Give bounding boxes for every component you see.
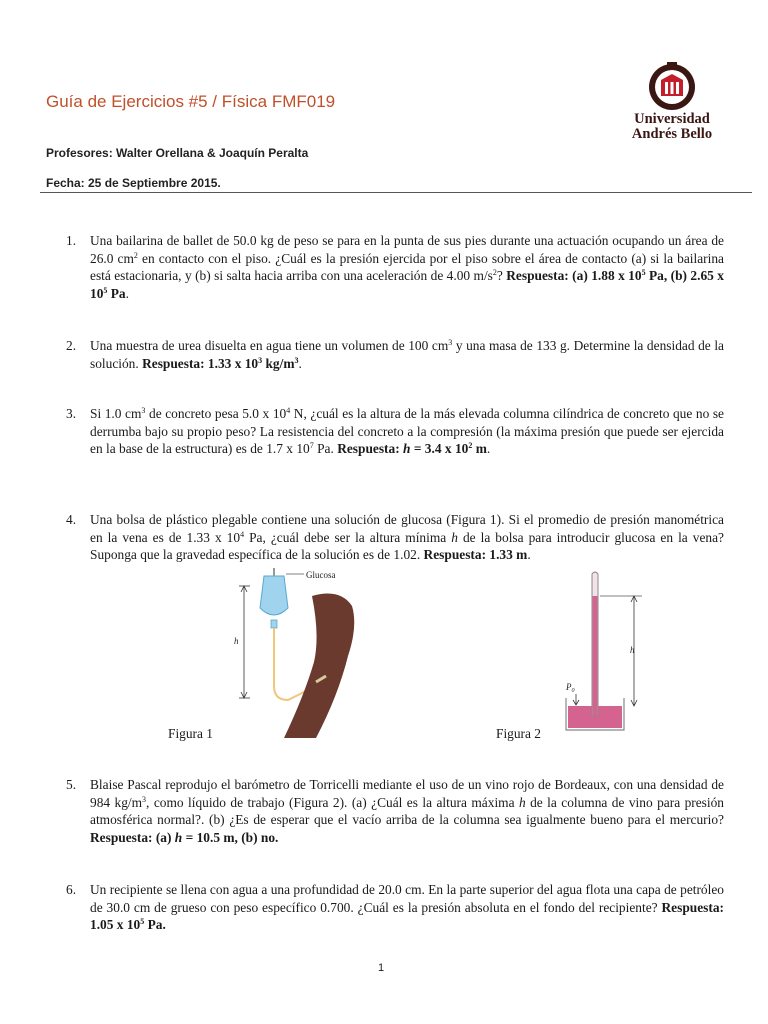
- problem-answer: Respuesta: 1.33 m: [423, 547, 528, 562]
- arm-illustration: [284, 594, 354, 738]
- figure-2-label-h: h: [630, 645, 635, 655]
- date-line: Fecha: 25 de Septiembre 2015.: [46, 176, 221, 190]
- problem-1: [66, 232, 724, 302]
- professors-line: Profesores: Walter Orellana & Joaquín Peralta: [46, 146, 309, 160]
- university-logo: [622, 60, 722, 160]
- problem-number: 2.: [66, 338, 77, 353]
- problem-answer: Respuesta: 1.05 x $10^5$ Pa.: [90, 899, 724, 932]
- problem-answer: Respuesta: (a) h = 10.5 m, (b) no.: [90, 829, 279, 845]
- university-seal-icon: [647, 60, 697, 112]
- wine-column: [593, 596, 598, 716]
- figure-1-caption: Figura 1: [168, 726, 214, 741]
- problem-number: 1.: [66, 233, 77, 248]
- figure-2-label-p0: $P_0$: [566, 682, 575, 694]
- problem-number: 6.: [66, 882, 77, 897]
- problem-text: Blaise Pascal reprodujo el barómetro de Torricelli mediante el uso de un vino rojo de Bordeaux, con una densidad de 984 $kg/m^3$, como líquido de trabajo (Figura 2). (a) ¿Cuál es la altura máxima h de la columna de vino para presión atmosférica normal?. (b) ¿Es de esperar que el vacío arriba de la columna sea igualmente bueno para el mercurio? Respuesta: (a) h = 10.5 m, (b) no.: [90, 777, 724, 845]
- problem-text: Una bailarina de ballet de 50.0 kg de peso se para en la punta de sus pies durante una actuación ocupando un área de 26.0 $cm^2$ en contacto con el piso. ¿Cuál es la presión ejercida por el piso sobre el área de contacto (a) si la bailarina está estacionaria, y (b) si salta hacia arriba con una aceleración de 4.00 $m/s^2$? Respuesta: (a) 1.88 x $10^5$ Pa, (b) 2.65 x $10^5$ Pa.: [90, 233, 724, 301]
- problem-4: [66, 511, 724, 564]
- glucose-bag-icon: [260, 576, 288, 615]
- logo-text-line2: Andrés Bello: [631, 126, 713, 142]
- problem-5: [66, 776, 724, 846]
- logo-text-line1: Universidad: [634, 111, 710, 127]
- header-divider: [40, 192, 752, 193]
- problem-number: 4.: [66, 512, 77, 527]
- problem-answer: Respuesta: 1.33 x $10^3$ $kg/m^3$: [142, 355, 299, 371]
- figure-2-barometer: [560, 570, 650, 740]
- figure-1-label-glucosa: Glucosa: [306, 570, 336, 580]
- document-title: Guía de Ejercicios #5 / Física FMF019: [46, 92, 336, 111]
- problem-number: 3.: [66, 406, 77, 421]
- figure-1-label-h: h: [234, 636, 239, 646]
- problem-2: [66, 337, 724, 372]
- problem-3: [66, 405, 724, 458]
- page-number: 1: [378, 962, 385, 974]
- problem-text: Si 1.0 $cm^3$ de concreto pesa 5.0 x $10^4$ N, ¿cuál es la altura de la más elevada columna cilíndrica de concreto que no se derrumba bajo su propio peso? La resistencia del concreto a la compresión (la máxima presión que puede ser ejercida en la base de la estructura) es de 1.7 x $10^7$ Pa. Respuesta: h = 3.4 x $10^2$ m.: [90, 406, 724, 456]
- problem-number: 5.: [66, 777, 77, 792]
- problem-text: Un recipiente se llena con agua a una profundidad de 20.0 cm. En la parte superior del agua flota una capa de petróleo de 30.0 cm de grueso con peso específico 0.700. ¿Cuál es la presión absoluta en el fondo del recipiente? Respuesta: 1.05 x $10^5$ Pa.: [90, 882, 724, 932]
- figure-1-glucose-iv: [230, 566, 360, 744]
- problem-answer: Respuesta: (a) 1.88 x $10^5$ Pa, (b) 2.65 x $10^5$ Pa: [90, 268, 724, 301]
- problem-text: Una muestra de urea disuelta en agua tiene un volumen de 100 $cm^3$ y una masa de 133 g. Determine la densidad de la solución. Respuesta: 1.33 x $10^3$ $kg/m^3$.: [90, 338, 724, 371]
- problem-6: [66, 881, 724, 934]
- problem-text: Una bolsa de plástico plegable contiene una solución de glucosa (Figura 1). Si el promedio de presión manométrica en la vena es de 1.33 x $10^4$ Pa, ¿cuál debe ser la altura mínima h de la bolsa para introducir glucosa en la vena? Suponga que la gravedad específica de la solución es de 1.02. Respuesta: 1.33 m.: [90, 512, 724, 562]
- figure-2-caption: Figura 2: [496, 726, 542, 741]
- problem-answer: Respuesta: h = 3.4 x $10^2$ m: [337, 441, 487, 456]
